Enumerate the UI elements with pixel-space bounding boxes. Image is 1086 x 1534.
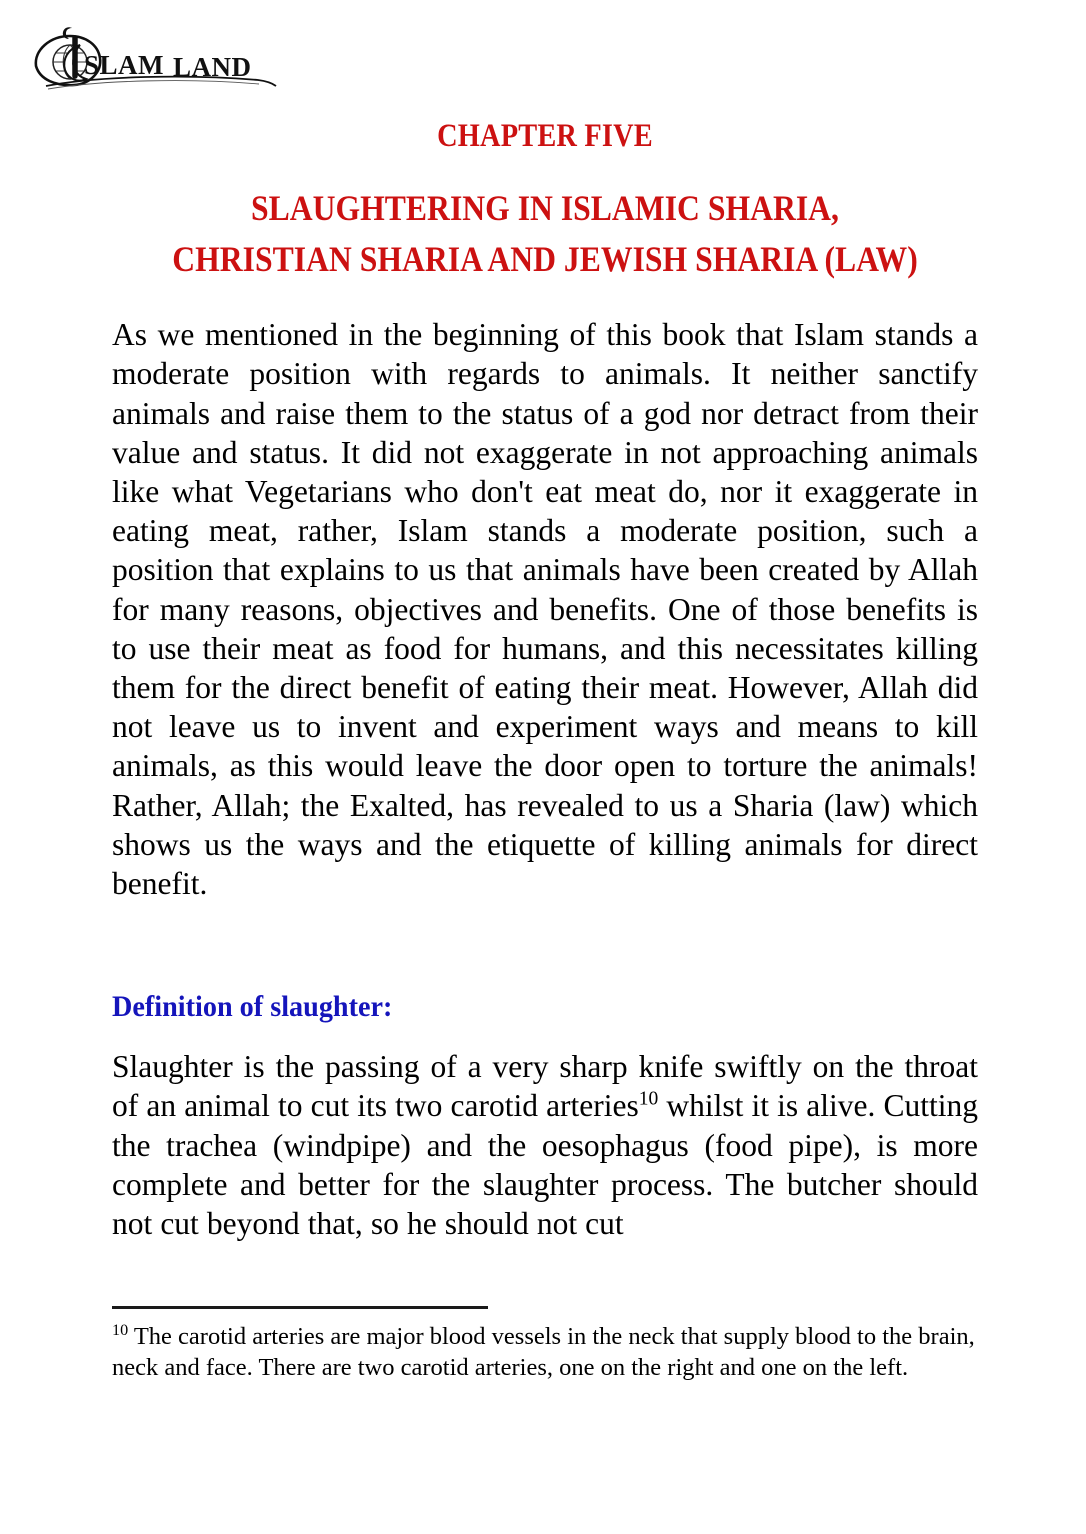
definition-text-after-footnote: whilst it is alive. Cutting the trachea (windpipe) and the oesophagus (food pipe), is more complete and better for the slaughter process. The butcher should not cut beyond that, so he should not cut [112, 1088, 978, 1242]
svg-text:LAND: LAND [173, 52, 252, 82]
svg-text:SLAM: SLAM [84, 50, 165, 80]
footnote-separator-rule [112, 1306, 488, 1309]
footnote-number: 10 [112, 1321, 129, 1339]
footnote-entry [112, 1321, 978, 1384]
definition-text-before-footnote: Slaughter is the passing of a very sharp knife swiftly on the throat of an animal to cut its two carotid arteries [112, 1049, 978, 1124]
page-title: SLAUGHTERING IN ISLAMIC SHARIA, CHRISTIAN SHARIA AND JEWISH SHARIA (LAW) [172, 187, 918, 280]
footnote-area [112, 1306, 978, 1384]
footnote-reference-marker: 10 [638, 1088, 659, 1110]
definition-paragraph [112, 1025, 978, 1243]
footnote-body-text: The carotid arteries are major blood vessels in the neck that supply blood to the brain, neck and face. There are two carotid arteries, one on the right and one on the left. [112, 1323, 975, 1382]
document-content [112, 0, 978, 1243]
chapter-label: CHAPTER FIVE [437, 118, 653, 154]
intro-paragraph: As we mentioned in the beginning of this book that Islam stands a moderate position with regards to animals. It neither sanctify animals and raise them to the status of a god nor detract from their value and status. It did not exaggerate in not approaching animals like what Vegetarians who don't eat meat do, nor it exaggerate in eating meat, rather, Islam stands a moderate position, such a position that explains to us that animals have been created by Allah for many reasons, objectives and benefits. One of those benefits is to use their meat as food for humans, and this necessitates killing them for the direct benefit of eating their meat. However, Allah did not leave us to invent and experiment ways and means to kill animals, as this would leave the door open to torture the animals! Rather, Allah; the Exalted, has revealed to us a Sharia (law) which shows us the ways and the etiquette of killing animals for direct benefit. [112, 317, 978, 902]
section-heading-definition: Definition of slaughter: [112, 990, 393, 1024]
